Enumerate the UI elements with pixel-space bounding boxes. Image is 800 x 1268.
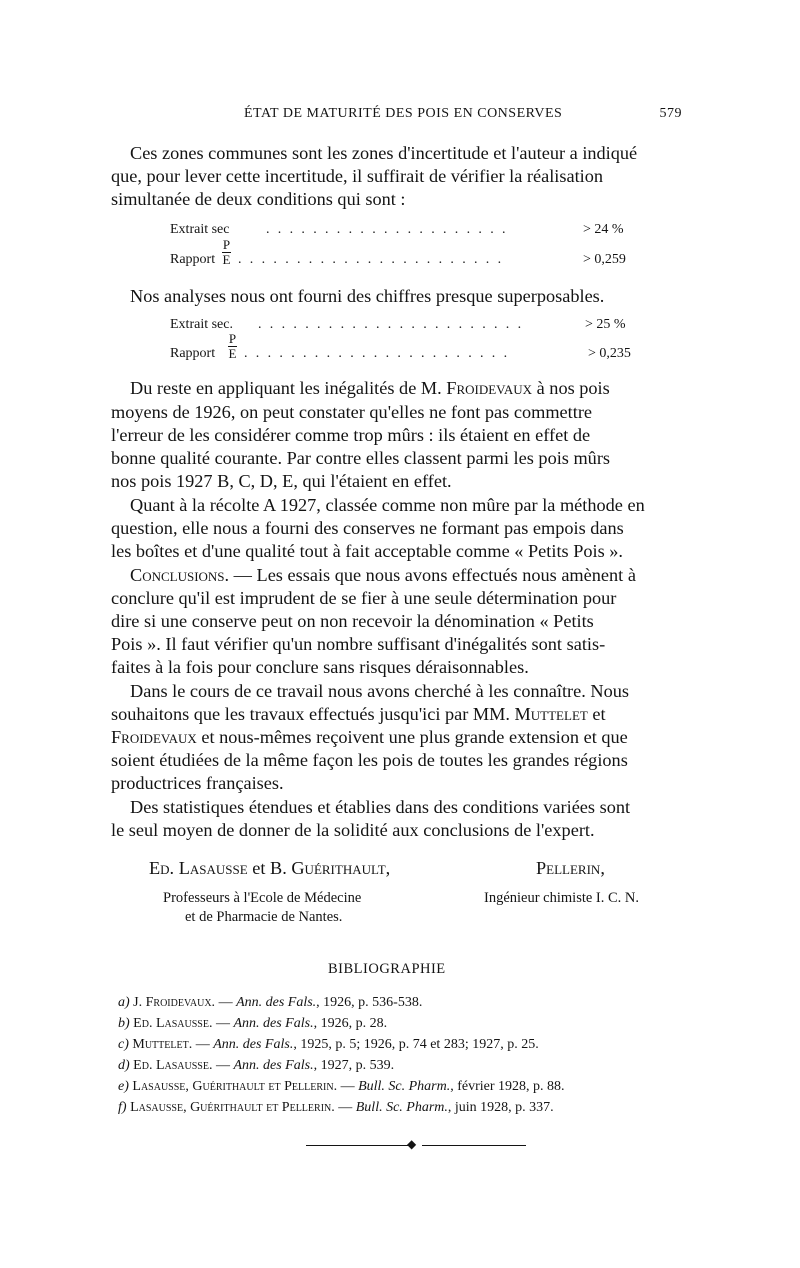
leader-dots: . . . . . . . . . . . . . . . . . . . . . xyxy=(266,222,508,237)
entry-letter: d) xyxy=(118,1058,130,1073)
paragraph-line: nos pois 1927 B, C, D, E, qui l'étaient en effet. xyxy=(111,471,452,491)
entry-letter: e) xyxy=(118,1079,129,1094)
text-run: — Les essais que nous avons effectués nous amènent à xyxy=(229,565,636,585)
entry-details: , février 1928, p. 88. xyxy=(450,1079,565,1094)
paragraph-line: le seul moyen de donner de la solidité aux conclusions de l'expert. xyxy=(111,820,595,840)
text-run: souhaitons que les travaux effectués jusqu'ici par MM. xyxy=(111,704,515,724)
text-run: — xyxy=(212,1058,234,1073)
entry-journal: Ann. des Fals. xyxy=(236,995,317,1010)
entry-details: , 1926, p. 28. xyxy=(313,1016,388,1031)
bibliography-entry xyxy=(118,995,422,1011)
fraction-p-over-e xyxy=(228,332,237,360)
fraction-numerator: P xyxy=(222,237,231,252)
leader-dots: . . . . . . . . . . . . . . . . . . . . . . . xyxy=(244,346,510,361)
entry-details: , 1927, p. 539. xyxy=(313,1058,395,1073)
leader-dots: . . . . . . . . . . . . . . . . . . . . . . . xyxy=(238,252,504,267)
entry-journal: Ann. des Fals. xyxy=(213,1037,294,1052)
entry-letter: a) xyxy=(118,995,130,1010)
condition-extrait-value: > 24 % xyxy=(583,222,624,237)
text-run: — xyxy=(337,1079,359,1094)
paragraph-line: Des statistiques étendues et établies dans des conditions variées sont xyxy=(130,797,631,817)
entry-author: Lasausse, Guérithault et Pellerin. xyxy=(132,1079,338,1094)
paragraph-line xyxy=(111,726,628,749)
entry-letter: b) xyxy=(118,1016,130,1031)
paragraph-line: Ces zones communes sont les zones d'incertitude et l'auteur a indiqué xyxy=(130,143,638,163)
running-title: ÉTAT DE MATURITÉ DES POIS EN CONSERVES xyxy=(244,106,563,121)
author-name: B. Guérithault, xyxy=(270,858,391,878)
author-name: Froidevaux xyxy=(446,378,533,398)
ornament-rule-left xyxy=(306,1145,410,1146)
fraction-numerator: P xyxy=(228,331,237,346)
entry-journal: Bull. Sc. Pharm. xyxy=(358,1079,451,1094)
signature-title: Professeurs à l'Ecole de Médecine xyxy=(163,890,362,906)
paragraph-line: Pois ». Il faut vérifier qu'un nombre suffisant d'inégalités sont satis- xyxy=(111,634,606,654)
paragraph-line: question, elle nous a fourni des conserves ne formant pas empois dans xyxy=(111,518,624,538)
paragraph-line: faites à la fois pour conclure sans risques déraisonnables. xyxy=(111,657,529,677)
bibliography-entry xyxy=(118,1058,394,1074)
paragraph-line: Quant à la récolte A 1927, classée comme non mûre par la méthode en xyxy=(130,495,645,515)
diamond-ornament-icon: ◆ xyxy=(407,1137,417,1151)
paragraph-line: moyens de 1926, on peut constater qu'elles ne font pas commettre xyxy=(111,402,593,422)
entry-journal: Bull. Sc. Pharm. xyxy=(355,1100,448,1115)
paragraph-line: productrices françaises. xyxy=(111,773,284,793)
paragraph-line: Dans le cours de ce travail nous avons cherché à les connaître. Nous xyxy=(130,681,629,701)
entry-details: , 1925, p. 5; 1926, p. 74 et 283; 1927, p. 25. xyxy=(293,1037,539,1052)
running-header xyxy=(0,106,800,126)
paragraph-line: l'erreur de les considérer comme trop mûrs : ils étaient en effet de xyxy=(111,425,591,445)
entry-journal: Ann. des Fals. xyxy=(233,1058,314,1073)
bibliography-entry xyxy=(118,1100,554,1116)
entry-author: Ed. Lasausse. xyxy=(133,1016,213,1031)
fraction-p-over-e xyxy=(222,238,231,266)
entry-author: J. Froidevaux. xyxy=(133,995,216,1010)
paragraph-line: simultanée de deux conditions qui sont : xyxy=(111,189,406,209)
condition-rapport-label: Rapport xyxy=(170,252,216,267)
signature-title: et de Pharmacie de Nantes. xyxy=(185,909,343,925)
bibliography-heading: BIBLIOGRAPHIE xyxy=(328,961,446,977)
text-run: à nos pois xyxy=(532,378,610,398)
condition-rapport-label: Rapport xyxy=(170,346,216,361)
author-name: Muttelet xyxy=(514,704,588,724)
text-run: et xyxy=(587,704,606,724)
entry-details: , 1926, p. 536-538. xyxy=(316,995,423,1010)
paragraph-line: dire si une conserve peut on non recevoir la dénomination « Petits xyxy=(111,611,594,631)
text-run: — xyxy=(192,1037,214,1052)
page-number: 579 xyxy=(659,106,682,121)
condition-extrait-label: Extrait sec. xyxy=(170,317,233,332)
paragraph-line xyxy=(130,564,636,587)
text-run: et xyxy=(247,858,271,878)
signature-author: Pellerin, xyxy=(536,858,605,878)
author-name: Froidevaux xyxy=(111,727,197,747)
section-lead: Conclusions. xyxy=(130,565,230,585)
author-name: Ed. Lasausse xyxy=(149,858,248,878)
signature-title: Ingénieur chimiste I. C. N. xyxy=(484,890,640,906)
paragraph-line: conclure qu'il est imprudent de se fier à une seule détermination pour xyxy=(111,588,617,608)
signature-authors xyxy=(149,857,390,880)
text-run: — xyxy=(212,1016,234,1031)
entry-letter: c) xyxy=(118,1037,129,1052)
paragraph-line xyxy=(111,703,606,726)
entry-journal: Ann. des Fals. xyxy=(233,1016,314,1031)
ornament-rule-right xyxy=(422,1145,526,1146)
text-run: — xyxy=(334,1100,356,1115)
paragraph-line: que, pour lever cette incertitude, il suffirait de vérifier la réalisation xyxy=(111,166,604,186)
bibliography-entry xyxy=(118,1016,387,1032)
text-run: et nous-mêmes reçoivent une plus grande extension et que xyxy=(196,727,628,747)
paragraph-line: soient étudiées de la même façon les pois de toutes les grandes régions xyxy=(111,750,628,770)
condition-rapport-value: > 0,235 xyxy=(588,346,631,361)
entry-author: Lasausse, Guérithault et Pellerin. xyxy=(130,1100,335,1115)
condition-extrait-label: Extrait sec xyxy=(170,222,230,237)
entry-author: Muttelet. xyxy=(132,1037,193,1052)
bibliography-entry xyxy=(118,1037,539,1053)
entry-author: Ed. Lasausse. xyxy=(133,1058,213,1073)
entry-letter: f) xyxy=(118,1100,127,1115)
paragraph-line: Nos analyses nous ont fourni des chiffres presque superposables. xyxy=(130,286,605,306)
text-run: Du reste en appliquant les inégalités de M. xyxy=(130,378,447,398)
bibliography-entry xyxy=(118,1079,565,1095)
condition-extrait-value: > 25 % xyxy=(585,317,626,332)
condition-rapport-value: > 0,259 xyxy=(583,252,626,267)
paragraph-line xyxy=(130,377,610,400)
leader-dots: . . . . . . . . . . . . . . . . . . . . . . . xyxy=(258,317,524,332)
fraction-denominator: E xyxy=(228,346,237,361)
paragraph-line: bonne qualité courante. Par contre elles classent parmi les pois mûrs xyxy=(111,448,611,468)
entry-details: , juin 1928, p. 337. xyxy=(447,1100,554,1115)
fraction-denominator: E xyxy=(222,252,231,267)
text-run: — xyxy=(215,995,237,1010)
paragraph-line: les boîtes et d'une qualité tout à fait acceptable comme « Petits Pois ». xyxy=(111,541,623,561)
